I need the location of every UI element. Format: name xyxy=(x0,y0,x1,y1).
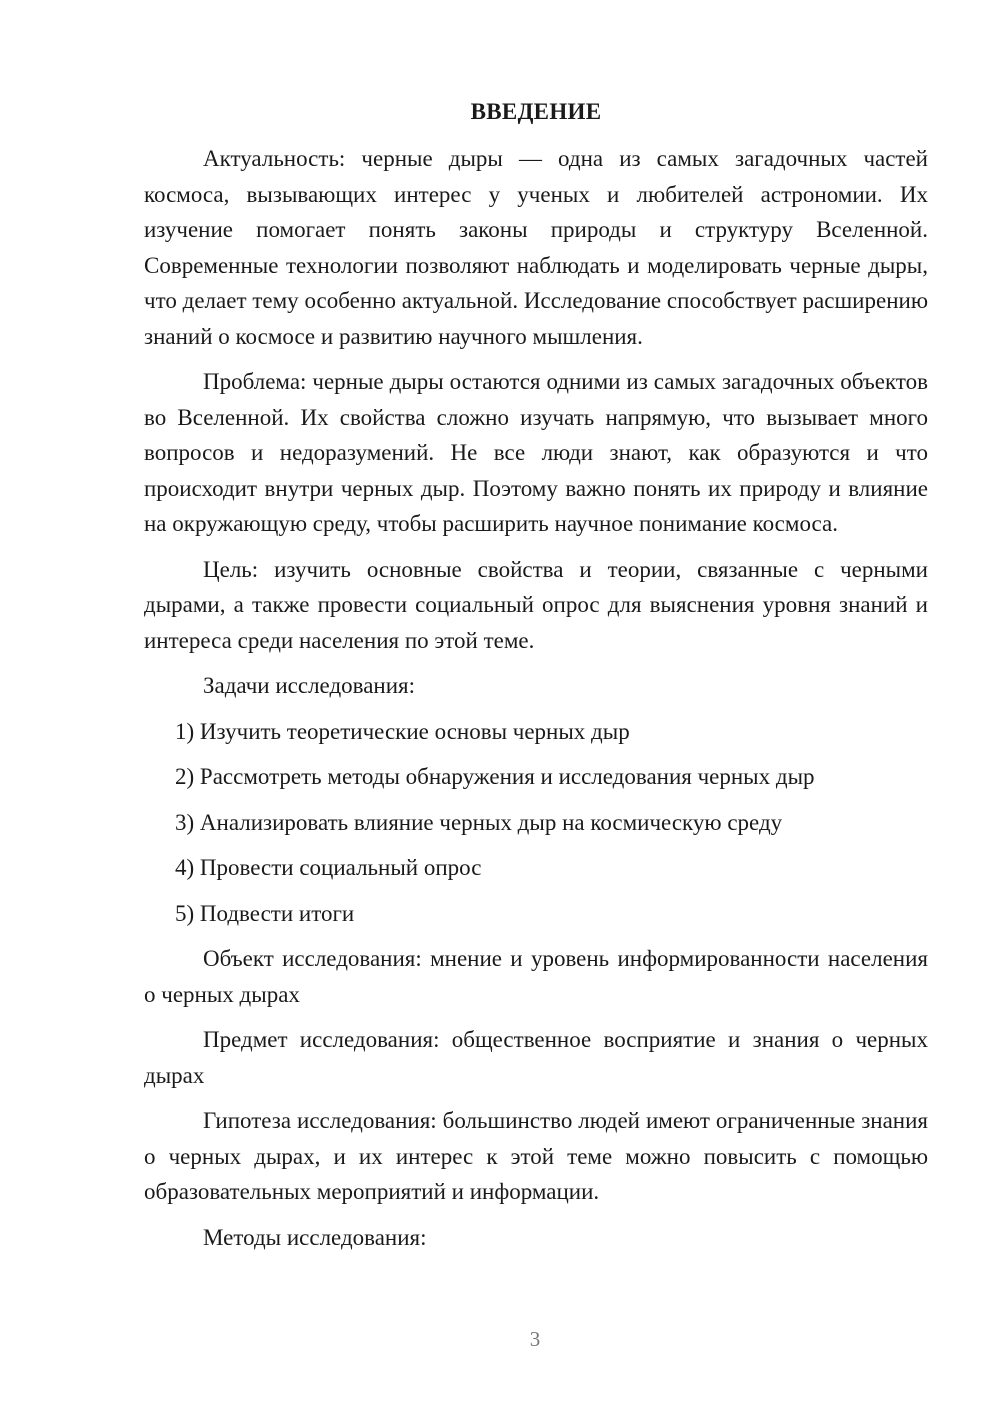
task-item: 3) Анализировать влияние черных дыр на космическую среду xyxy=(175,809,783,835)
methods-heading: Методы исследования: xyxy=(203,1224,427,1250)
task-item: 5) Подвести итоги xyxy=(175,900,355,926)
task-item: 2) Рассмотреть методы обнаружения и исследования черных дыр xyxy=(175,764,815,789)
goal-paragraph: Цель: изучить основные свойства и теории, связанные с черными дырами, а также провести социальный опрос для выяснения уровня знаний и интереса среди населения по этой теме. xyxy=(144,556,928,653)
relevance-paragraph: Актуальность: черные дыры — одна из самых загадочных частей космоса, вызывающих интерес у ученых и любителей астрономии. Их изучение помогает понять законы природы и структуру Вселенной. Современные технологии позволяют наблюдать и моделировать черные дыры, что делает тему особенно актуальной. Исследование способствует расширению знаний о космосе и развитию научного мышления. xyxy=(144,146,928,349)
task-item: 4) Провести социальный опрос xyxy=(175,855,482,880)
page-number: 3 xyxy=(529,1327,541,1351)
problem-paragraph: Проблема: черные дыры остаются одними из самых загадочных объектов во Вселенной. Их свойства сложно изучать напрямую, что вызывает много вопросов и недоразумений. Не все люди знают, как образуются и что происходит внутри черных дыр. Поэтому важно понять их природу и влияние на окружающую среду, чтобы расширить научное понимание космоса. xyxy=(144,369,928,536)
page-content xyxy=(144,94,928,1265)
hypothesis-paragraph: Гипотеза исследования: большинство людей имеют ограниченные знания о черных дырах, и их интерес к этой теме можно повысить с помощью образовательных мероприятий и информации. xyxy=(144,1108,928,1204)
task-item: 1) Изучить теоретические основы черных дыр xyxy=(175,718,630,744)
tasks-list xyxy=(144,714,928,932)
object-paragraph: Объект исследования: мнение и уровень информированности населения о черных дырах xyxy=(144,946,928,1007)
tasks-heading: Задачи исследования: xyxy=(203,673,416,698)
page-title: ВВЕДЕНИЕ xyxy=(470,99,602,124)
subject-paragraph: Предмет исследования: общественное восприятие и знания о черных дырах xyxy=(144,1027,928,1088)
